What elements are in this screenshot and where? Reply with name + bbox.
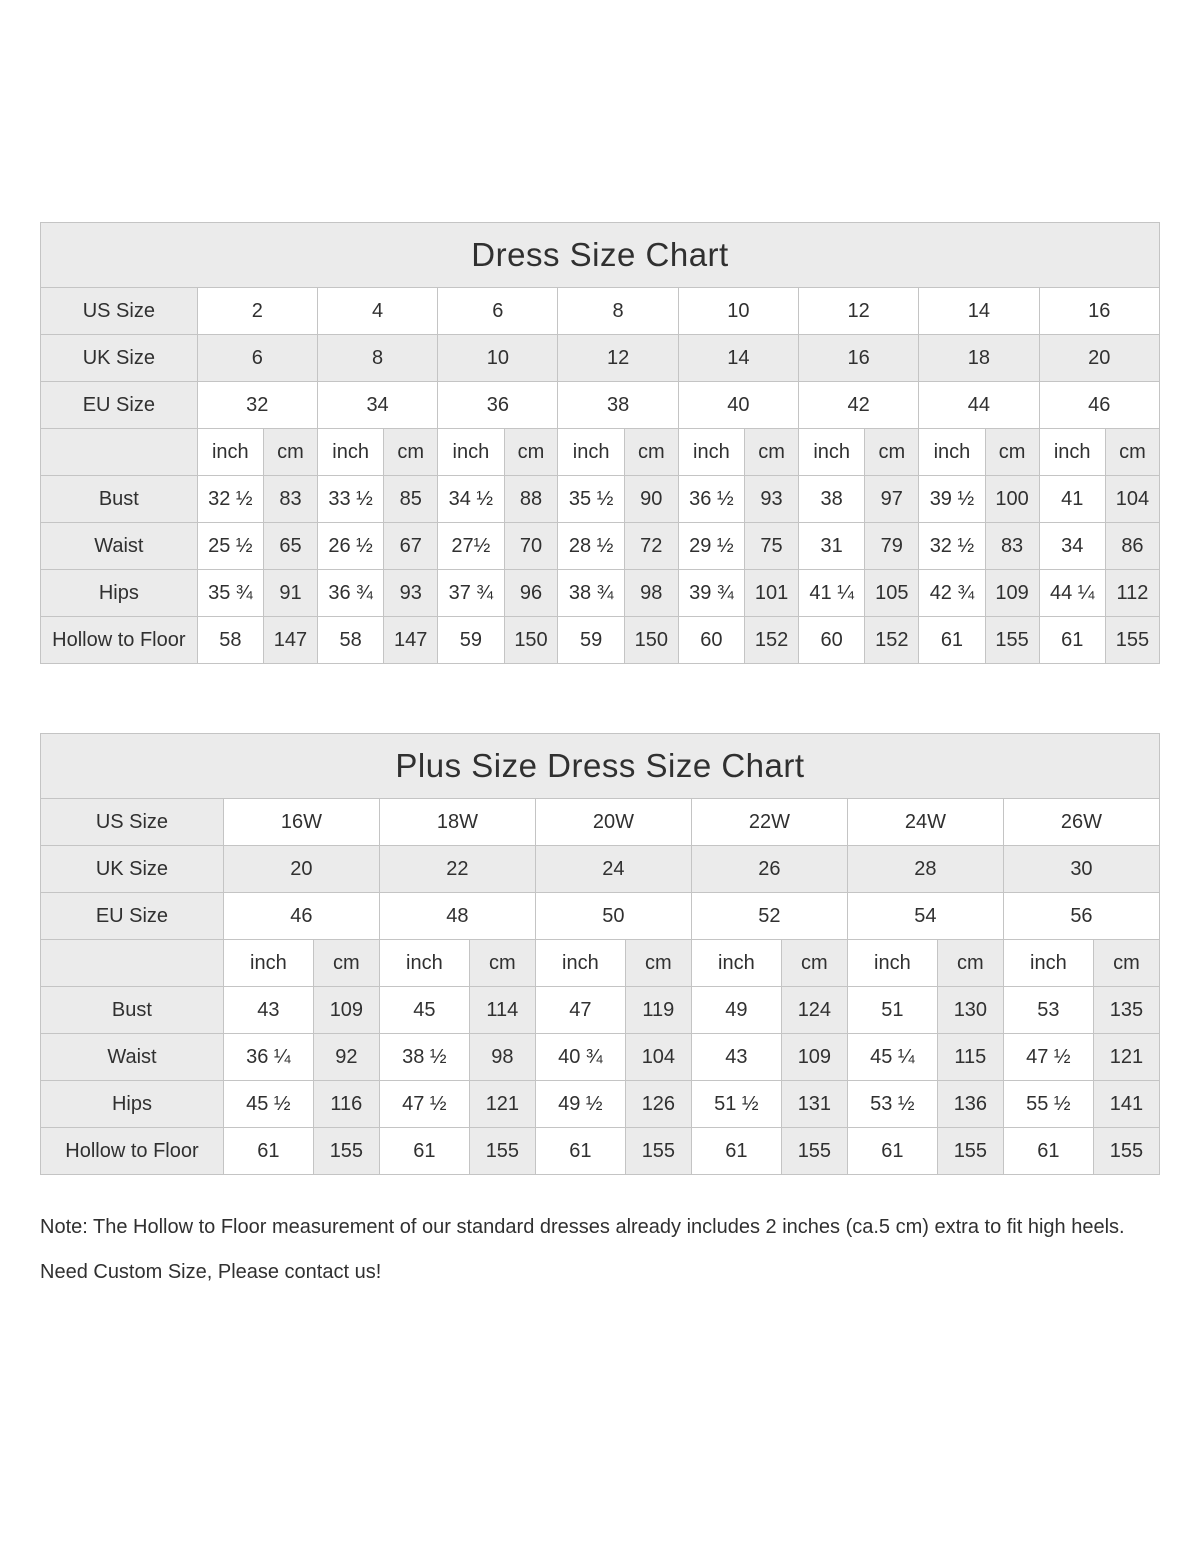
size-value-cell: 40 bbox=[678, 382, 798, 429]
measure-inch-value: 61 bbox=[691, 1128, 781, 1175]
row-waist bbox=[41, 1034, 1160, 1081]
size-value-cell: 14 bbox=[919, 288, 1039, 335]
measure-cm-value: 104 bbox=[625, 1034, 691, 1081]
measure-inch-value: 38 ¾ bbox=[558, 570, 624, 617]
size-value-cell: 34 bbox=[317, 382, 437, 429]
measurement-label: Hollow to Floor bbox=[41, 617, 198, 664]
unit-inch-label: inch bbox=[223, 940, 313, 987]
hollow-to-floor-note: Note: The Hollow to Floor measurement of our standard dresses already includes 2 inches (ca.5 cm) extra to fit high heels. bbox=[40, 1216, 1125, 1238]
measure-cm-value: 126 bbox=[625, 1081, 691, 1128]
measure-inch-value: 55 ½ bbox=[1003, 1081, 1093, 1128]
measure-inch-value: 61 bbox=[1003, 1128, 1093, 1175]
measure-cm-value: 152 bbox=[745, 617, 799, 664]
measure-cm-value: 79 bbox=[865, 523, 919, 570]
measure-inch-value: 35 ¾ bbox=[197, 570, 263, 617]
size-value-cell: 28 bbox=[847, 846, 1003, 893]
size-value-cell: 2 bbox=[197, 288, 317, 335]
chart-title: Dress Size Chart bbox=[41, 223, 1160, 288]
unit-inch-label: inch bbox=[558, 429, 624, 476]
measure-cm-value: 98 bbox=[469, 1034, 535, 1081]
size-value-cell: 52 bbox=[691, 893, 847, 940]
measure-inch-value: 34 bbox=[1039, 523, 1105, 570]
measure-inch-value: 39 ¾ bbox=[678, 570, 744, 617]
row-eu-size-label: EU Size bbox=[41, 893, 224, 940]
measure-cm-value: 147 bbox=[384, 617, 438, 664]
measure-cm-value: 88 bbox=[504, 476, 558, 523]
measure-inch-value: 58 bbox=[197, 617, 263, 664]
size-value-cell: 46 bbox=[223, 893, 379, 940]
measure-inch-value: 44 ¼ bbox=[1039, 570, 1105, 617]
measure-cm-value: 131 bbox=[781, 1081, 847, 1128]
measure-inch-value: 39 ½ bbox=[919, 476, 985, 523]
row-bust bbox=[41, 476, 1160, 523]
dress-size-chart-table bbox=[40, 222, 1160, 664]
measure-cm-value: 136 bbox=[937, 1081, 1003, 1128]
measure-inch-value: 53 bbox=[1003, 987, 1093, 1034]
measurement-label: Hips bbox=[41, 570, 198, 617]
units-row-empty-cell bbox=[41, 429, 198, 476]
size-value-cell: 20 bbox=[1039, 335, 1159, 382]
measure-cm-value: 150 bbox=[624, 617, 678, 664]
unit-cm-label: cm bbox=[937, 940, 1003, 987]
measure-inch-value: 35 ½ bbox=[558, 476, 624, 523]
measure-cm-value: 112 bbox=[1105, 570, 1159, 617]
row-uk-size bbox=[41, 335, 1160, 382]
unit-cm-label: cm bbox=[313, 940, 379, 987]
size-value-cell: 10 bbox=[678, 288, 798, 335]
measure-inch-value: 51 bbox=[847, 987, 937, 1034]
measure-cm-value: 86 bbox=[1105, 523, 1159, 570]
measure-inch-value: 29 ½ bbox=[678, 523, 744, 570]
measurement-label: Bust bbox=[41, 987, 224, 1034]
measure-inch-value: 60 bbox=[678, 617, 744, 664]
measure-cm-value: 72 bbox=[624, 523, 678, 570]
unit-inch-label: inch bbox=[197, 429, 263, 476]
measurement-label: Hips bbox=[41, 1081, 224, 1128]
unit-cm-label: cm bbox=[625, 940, 691, 987]
unit-cm-label: cm bbox=[384, 429, 438, 476]
measure-cm-value: 155 bbox=[937, 1128, 1003, 1175]
unit-cm-label: cm bbox=[1105, 429, 1159, 476]
measure-inch-value: 33 ½ bbox=[317, 476, 383, 523]
unit-cm-label: cm bbox=[469, 940, 535, 987]
measurement-label: Bust bbox=[41, 476, 198, 523]
measure-inch-value: 59 bbox=[558, 617, 624, 664]
size-value-cell: 16 bbox=[799, 335, 919, 382]
measure-cm-value: 155 bbox=[1093, 1128, 1159, 1175]
measure-inch-value: 42 ¾ bbox=[919, 570, 985, 617]
measure-cm-value: 97 bbox=[865, 476, 919, 523]
row-us-size bbox=[41, 799, 1160, 846]
measure-inch-value: 49 bbox=[691, 987, 781, 1034]
measure-inch-value: 41 ¼ bbox=[799, 570, 865, 617]
measure-inch-value: 47 bbox=[535, 987, 625, 1034]
measurement-label: Hollow to Floor bbox=[41, 1128, 224, 1175]
size-value-cell: 18W bbox=[379, 799, 535, 846]
measure-cm-value: 109 bbox=[313, 987, 379, 1034]
unit-cm-label: cm bbox=[865, 429, 919, 476]
measure-cm-value: 65 bbox=[264, 523, 318, 570]
measure-cm-value: 83 bbox=[985, 523, 1039, 570]
measure-cm-value: 67 bbox=[384, 523, 438, 570]
row-uk-size-label: UK Size bbox=[41, 846, 224, 893]
size-value-cell: 10 bbox=[438, 335, 558, 382]
row-hips bbox=[41, 570, 1160, 617]
measure-inch-value: 31 bbox=[799, 523, 865, 570]
measure-cm-value: 104 bbox=[1105, 476, 1159, 523]
measure-cm-value: 115 bbox=[937, 1034, 1003, 1081]
row-hips bbox=[41, 1081, 1160, 1128]
unit-inch-label: inch bbox=[317, 429, 383, 476]
measure-cm-value: 152 bbox=[865, 617, 919, 664]
custom-size-note: Need Custom Size, Please contact us! bbox=[40, 1261, 382, 1283]
row-eu-size bbox=[41, 893, 1160, 940]
measure-inch-value: 49 ½ bbox=[535, 1081, 625, 1128]
row-us-size bbox=[41, 288, 1160, 335]
measure-inch-value: 43 bbox=[691, 1034, 781, 1081]
unit-inch-label: inch bbox=[438, 429, 504, 476]
size-value-cell: 50 bbox=[535, 893, 691, 940]
size-value-cell: 16 bbox=[1039, 288, 1159, 335]
units-row-empty-cell bbox=[41, 940, 224, 987]
measure-cm-value: 91 bbox=[264, 570, 318, 617]
measure-inch-value: 59 bbox=[438, 617, 504, 664]
measure-cm-value: 85 bbox=[384, 476, 438, 523]
measure-inch-value: 37 ¾ bbox=[438, 570, 504, 617]
measure-inch-value: 61 bbox=[223, 1128, 313, 1175]
unit-inch-label: inch bbox=[847, 940, 937, 987]
unit-inch-label: inch bbox=[919, 429, 985, 476]
row-eu-size bbox=[41, 382, 1160, 429]
measure-inch-value: 61 bbox=[847, 1128, 937, 1175]
size-value-cell: 56 bbox=[1003, 893, 1159, 940]
measure-cm-value: 116 bbox=[313, 1081, 379, 1128]
row-us-size-label: US Size bbox=[41, 799, 224, 846]
unit-inch-label: inch bbox=[1039, 429, 1105, 476]
row-uk-size bbox=[41, 846, 1160, 893]
plus-size-dress-chart-table bbox=[40, 733, 1160, 1175]
row-waist bbox=[41, 523, 1160, 570]
measure-inch-value: 61 bbox=[1039, 617, 1105, 664]
measure-cm-value: 92 bbox=[313, 1034, 379, 1081]
measure-inch-value: 27½ bbox=[438, 523, 504, 570]
measure-inch-value: 38 ½ bbox=[379, 1034, 469, 1081]
measure-inch-value: 25 ½ bbox=[197, 523, 263, 570]
row-us-size-label: US Size bbox=[41, 288, 198, 335]
measure-cm-value: 98 bbox=[624, 570, 678, 617]
size-value-cell: 54 bbox=[847, 893, 1003, 940]
unit-cm-label: cm bbox=[1093, 940, 1159, 987]
size-value-cell: 16W bbox=[223, 799, 379, 846]
chart-title-row bbox=[41, 734, 1160, 799]
size-value-cell: 14 bbox=[678, 335, 798, 382]
measure-inch-value: 36 ½ bbox=[678, 476, 744, 523]
measure-inch-value: 32 ½ bbox=[919, 523, 985, 570]
size-value-cell: 8 bbox=[317, 335, 437, 382]
measure-cm-value: 114 bbox=[469, 987, 535, 1034]
footnotes bbox=[40, 1205, 1160, 1295]
size-value-cell: 26W bbox=[1003, 799, 1159, 846]
measure-inch-value: 41 bbox=[1039, 476, 1105, 523]
measure-cm-value: 93 bbox=[384, 570, 438, 617]
size-value-cell: 22W bbox=[691, 799, 847, 846]
measure-cm-value: 101 bbox=[745, 570, 799, 617]
unit-inch-label: inch bbox=[1003, 940, 1093, 987]
measure-cm-value: 93 bbox=[745, 476, 799, 523]
size-value-cell: 20W bbox=[535, 799, 691, 846]
size-value-cell: 6 bbox=[438, 288, 558, 335]
measure-inch-value: 61 bbox=[379, 1128, 469, 1175]
measure-cm-value: 119 bbox=[625, 987, 691, 1034]
measure-inch-value: 34 ½ bbox=[438, 476, 504, 523]
measure-inch-value: 36 ¾ bbox=[317, 570, 383, 617]
size-value-cell: 32 bbox=[197, 382, 317, 429]
measurement-label: Waist bbox=[41, 523, 198, 570]
size-value-cell: 20 bbox=[223, 846, 379, 893]
units-row bbox=[41, 940, 1160, 987]
measure-cm-value: 141 bbox=[1093, 1081, 1159, 1128]
row-bust bbox=[41, 987, 1160, 1034]
size-value-cell: 24W bbox=[847, 799, 1003, 846]
measurement-label: Waist bbox=[41, 1034, 224, 1081]
unit-cm-label: cm bbox=[264, 429, 318, 476]
unit-cm-label: cm bbox=[985, 429, 1039, 476]
measure-cm-value: 96 bbox=[504, 570, 558, 617]
unit-cm-label: cm bbox=[781, 940, 847, 987]
measure-cm-value: 155 bbox=[781, 1128, 847, 1175]
units-row bbox=[41, 429, 1160, 476]
unit-inch-label: inch bbox=[691, 940, 781, 987]
unit-inch-label: inch bbox=[535, 940, 625, 987]
measure-cm-value: 100 bbox=[985, 476, 1039, 523]
size-value-cell: 48 bbox=[379, 893, 535, 940]
measure-inch-value: 61 bbox=[919, 617, 985, 664]
measure-cm-value: 130 bbox=[937, 987, 1003, 1034]
measure-inch-value: 26 ½ bbox=[317, 523, 383, 570]
size-value-cell: 44 bbox=[919, 382, 1039, 429]
size-value-cell: 12 bbox=[558, 335, 678, 382]
measure-inch-value: 60 bbox=[799, 617, 865, 664]
measure-inch-value: 28 ½ bbox=[558, 523, 624, 570]
size-value-cell: 4 bbox=[317, 288, 437, 335]
unit-inch-label: inch bbox=[379, 940, 469, 987]
measure-cm-value: 155 bbox=[1105, 617, 1159, 664]
measure-cm-value: 90 bbox=[624, 476, 678, 523]
size-value-cell: 36 bbox=[438, 382, 558, 429]
measure-inch-value: 58 bbox=[317, 617, 383, 664]
chart-title-row bbox=[41, 223, 1160, 288]
unit-inch-label: inch bbox=[678, 429, 744, 476]
measure-cm-value: 105 bbox=[865, 570, 919, 617]
unit-cm-label: cm bbox=[624, 429, 678, 476]
size-value-cell: 8 bbox=[558, 288, 678, 335]
measure-cm-value: 155 bbox=[985, 617, 1039, 664]
measure-inch-value: 45 bbox=[379, 987, 469, 1034]
measure-cm-value: 155 bbox=[313, 1128, 379, 1175]
measure-cm-value: 147 bbox=[264, 617, 318, 664]
measure-cm-value: 75 bbox=[745, 523, 799, 570]
measure-cm-value: 121 bbox=[469, 1081, 535, 1128]
measure-inch-value: 51 ½ bbox=[691, 1081, 781, 1128]
unit-cm-label: cm bbox=[504, 429, 558, 476]
measure-inch-value: 61 bbox=[535, 1128, 625, 1175]
size-chart-sheet bbox=[40, 0, 1160, 1295]
row-hollow-to-floor bbox=[41, 617, 1160, 664]
size-value-cell: 24 bbox=[535, 846, 691, 893]
measure-cm-value: 135 bbox=[1093, 987, 1159, 1034]
measure-cm-value: 109 bbox=[781, 1034, 847, 1081]
size-value-cell: 42 bbox=[799, 382, 919, 429]
measure-inch-value: 45 ½ bbox=[223, 1081, 313, 1128]
chart-title: Plus Size Dress Size Chart bbox=[41, 734, 1160, 799]
size-value-cell: 38 bbox=[558, 382, 678, 429]
measure-cm-value: 83 bbox=[264, 476, 318, 523]
row-eu-size-label: EU Size bbox=[41, 382, 198, 429]
measure-inch-value: 53 ½ bbox=[847, 1081, 937, 1128]
measure-cm-value: 124 bbox=[781, 987, 847, 1034]
size-value-cell: 18 bbox=[919, 335, 1039, 382]
measure-inch-value: 43 bbox=[223, 987, 313, 1034]
measure-inch-value: 47 ½ bbox=[1003, 1034, 1093, 1081]
measure-inch-value: 32 ½ bbox=[197, 476, 263, 523]
size-value-cell: 12 bbox=[799, 288, 919, 335]
measure-cm-value: 150 bbox=[504, 617, 558, 664]
measure-cm-value: 155 bbox=[469, 1128, 535, 1175]
unit-inch-label: inch bbox=[799, 429, 865, 476]
size-value-cell: 46 bbox=[1039, 382, 1159, 429]
measure-cm-value: 121 bbox=[1093, 1034, 1159, 1081]
row-uk-size-label: UK Size bbox=[41, 335, 198, 382]
row-hollow-to-floor bbox=[41, 1128, 1160, 1175]
measure-cm-value: 109 bbox=[985, 570, 1039, 617]
size-value-cell: 22 bbox=[379, 846, 535, 893]
measure-inch-value: 45 ¼ bbox=[847, 1034, 937, 1081]
measure-inch-value: 47 ½ bbox=[379, 1081, 469, 1128]
measure-inch-value: 36 ¼ bbox=[223, 1034, 313, 1081]
measure-inch-value: 40 ¾ bbox=[535, 1034, 625, 1081]
measure-inch-value: 38 bbox=[799, 476, 865, 523]
measure-cm-value: 70 bbox=[504, 523, 558, 570]
size-value-cell: 30 bbox=[1003, 846, 1159, 893]
size-value-cell: 6 bbox=[197, 335, 317, 382]
measure-cm-value: 155 bbox=[625, 1128, 691, 1175]
size-value-cell: 26 bbox=[691, 846, 847, 893]
unit-cm-label: cm bbox=[745, 429, 799, 476]
